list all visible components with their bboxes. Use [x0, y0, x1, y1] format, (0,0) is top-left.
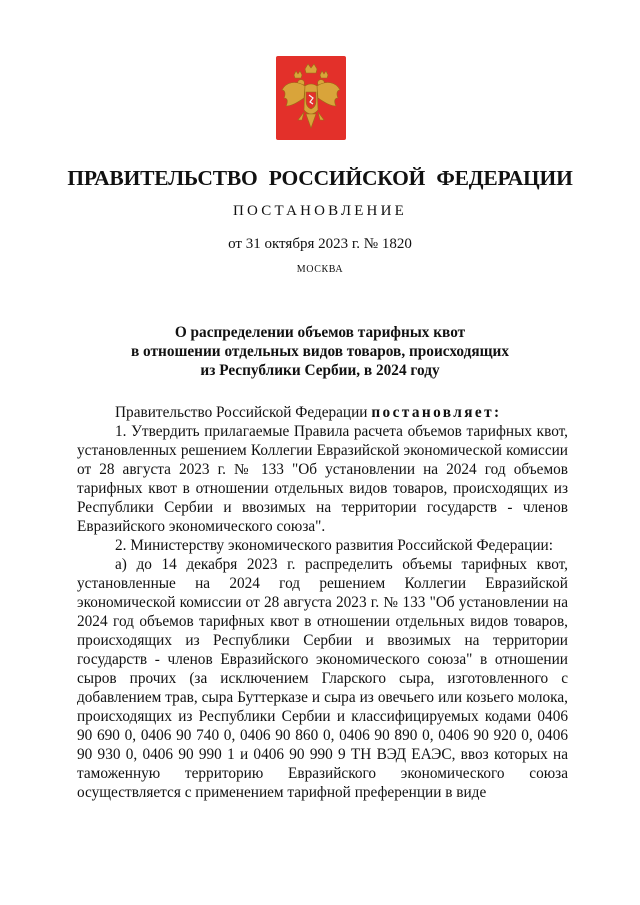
paragraph-2: 2. Министерству экономического развития Российской Федерации: — [115, 537, 553, 554]
preamble-paragraph — [77, 403, 568, 422]
document-date-number: от 31 октября 2023 г. № 1820 — [228, 236, 412, 252]
preamble-text: Правительство Российской Федерации — [115, 404, 372, 421]
government-title: ПРАВИТЕЛЬСТВО РОССИЙСКОЙ ФЕДЕРАЦИИ — [67, 166, 573, 190]
heading-line: О распределении объемов тарифных квот — [174, 324, 466, 341]
decree-word: постановляет: — [371, 404, 502, 421]
document-body — [77, 403, 568, 802]
document-city: МОСКВА — [296, 264, 344, 275]
document-type: ПОСТАНОВЛЕНИЕ — [233, 203, 407, 219]
coat-of-arms-icon — [276, 56, 346, 140]
paragraph-2a: а) до 14 декабря 2023 г. распределить объемы тарифных квот, установленные на 2024 год решением Коллегии Евразийской экономической комиссии от 28 августа 2023 г. № 133 "Об установлении на 2024 год объемов тарифных квот в отношении отдельных видов товаров, происходящих из Республики Сербии и ввозимых на территории государств - членов Евразийского экономического союза" в отношении сыров прочих (за исключением Гларского сыра, изготовленного с добавлением трав, сыра Буттерказе и сыра из овечьего или козьего молока, происходящих из Республики Сербии и классифицируемых кодами 0406 90 690 0, 0406 90 740 0, 0406 90 860 0, 0406 90 890 0, 0406 90 920 0, 0406 90 930 0, 0406 90 990 1 и 0406 90 990 9 ТН ВЭД ЕАЭС, ввоз которых на таможенную территорию Евразийского экономического союза осуществляется с применением тарифной преференции в виде — [77, 556, 568, 801]
heading-line: из Республики Сербии, в 2024 году — [200, 362, 440, 379]
heading-line: в отношении отдельных видов товаров, происходящих — [130, 343, 510, 360]
document-heading — [0, 323, 640, 380]
paragraph-1: 1. Утвердить прилагаемые Правила расчета объемов тарифных квот, установленных решением Коллегии Евразийской экономической комиссии от 28 августа 2023 г. № 133 "Об установлении на 2024 год объемов тарифных квот в отношении отдельных видов товаров, происходящих из Республики Сербии и ввозимых на территории государств - членов Евразийского экономического союза". — [77, 423, 568, 535]
